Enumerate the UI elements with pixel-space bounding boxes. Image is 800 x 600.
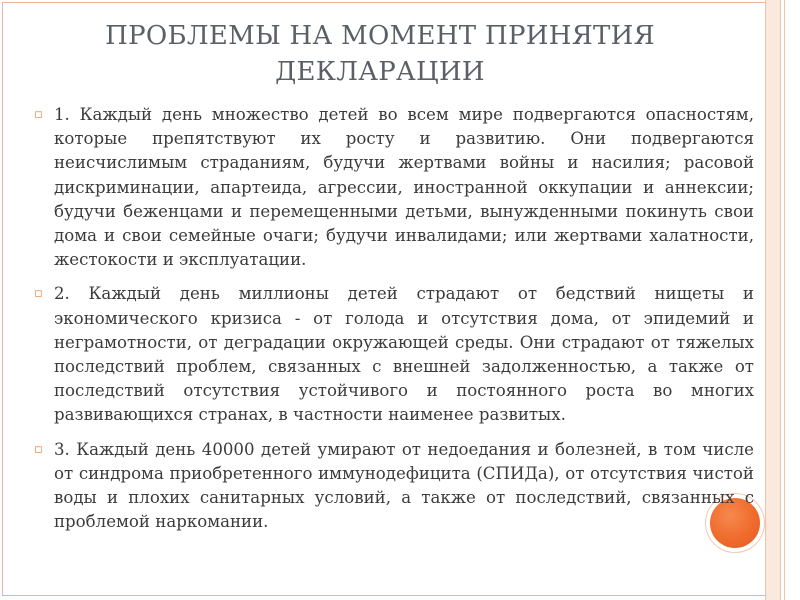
bullet-icon: ▫ (34, 107, 43, 122)
decorative-side-line (784, 0, 785, 600)
decorative-side-bar (765, 0, 781, 600)
slide-title: ПРОБЛЕМЫ НА МОМЕНТ ПРИНЯТИЯ ДЕКЛАРАЦИИ (105, 21, 655, 87)
paragraph-3 (34, 438, 754, 535)
paragraph-2 (34, 282, 754, 427)
paragraph-2-text: 2. Каждый день миллионы детей страдают от бедствий нищеты и экономического кризиса - от голода и отсутствия дома, от эпидемий и неграмотности, от деградации окружающей среды. Они страдают от тяжелых последствий проблем, связанных с внешней задолженностью, а также от последствий отсутствия устойчивого и постоянного роста во многих развивающихся странах, в частности наименее развитых. (54, 284, 754, 425)
slide-body (34, 103, 754, 544)
bullet-icon: ▫ (34, 286, 43, 302)
bullet-icon: ▫ (34, 441, 43, 457)
paragraph-1 (34, 103, 754, 272)
paragraph-1-text: 1. Каждый день множество детей во всем мире подвергаются опасностям, которые препятствуют их росту и развитию. Они подвергаются неисчислимым страданиям, будучи жертвами войны и насилия; расовой дискриминации, апартеида, агрессии, иностранной оккупации и аннексии; будучи беженцами и перемещенными детьми, вынужденными покинуть свои дома и свои семейные очаги; будучи инвалидами; или жертвами халатности, жестокости и эксплуатации. (54, 105, 754, 270)
paragraph-3-text: 3. Каждый день 40000 детей умирают от недоедания и болезней, в том числе от синдрома приобретенного иммунодефицита (СПИДа), от отсутствия чистой воды и плохих санитарных условий, а также от последствий, связанных с проблемой наркомании. (54, 439, 754, 532)
